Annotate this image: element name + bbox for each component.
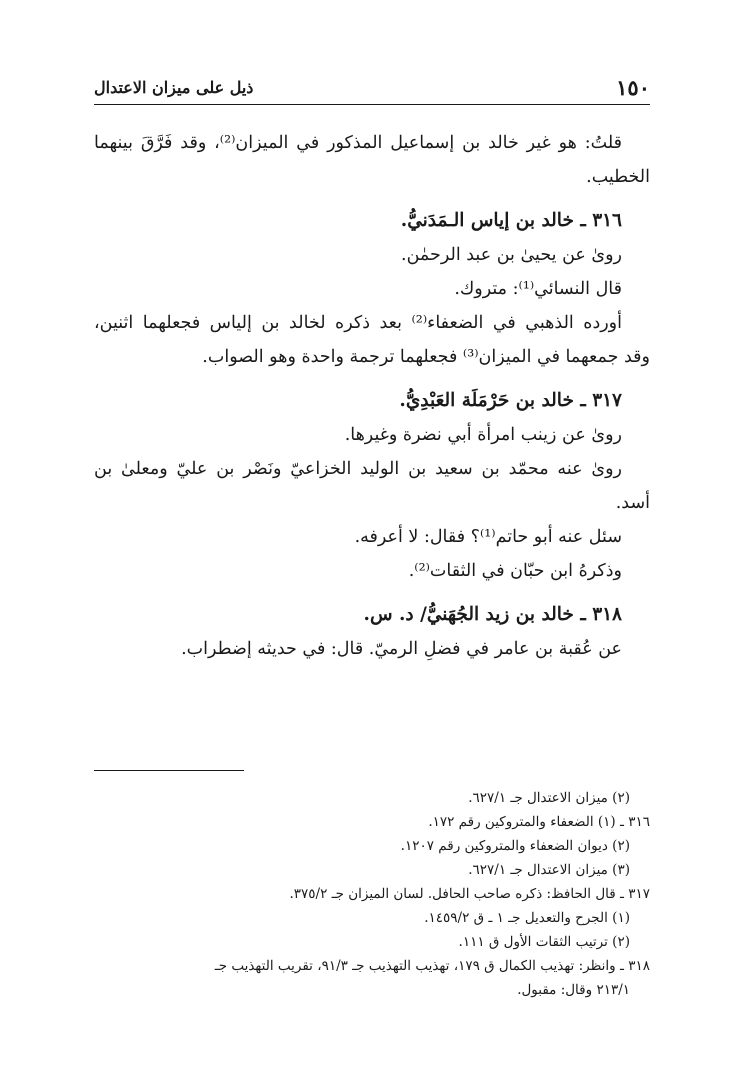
entry-318 <box>94 598 650 666</box>
footnote: (١) الجرح والتعديل جـ ١ ـ ق ١٤٥٩/٢. <box>424 910 630 926</box>
entry-line: قال النسائي⁽¹⁾: متروك. <box>454 279 622 299</box>
page-header <box>94 72 650 102</box>
footnote: ٣١٧ ـ قال الحافظ: ذكره صاحب الحافل. لسان الميزان جـ ٣٧٥/٢. <box>289 886 650 902</box>
footnote: ٢١٣/١ وقال: مقبول. <box>517 982 630 998</box>
intro-line-1: قلتُ: هو غير خالد بن إسماعيل المذكور في الميزان⁽²⁾، وقد فَرَّقَ بينهما <box>94 133 622 153</box>
header-rule <box>94 104 650 105</box>
entry-title: ٣١٧ ـ خالد بن حَرْمَلَة العَبْدِيُّ. <box>399 390 622 411</box>
entry-316 <box>94 204 650 374</box>
entry-paragraph-line: أسد. <box>615 493 650 513</box>
footnote: (٢) ديوان الضعفاء والمتروكين رقم ١٢٠٧. <box>400 838 630 854</box>
footnotes <box>94 786 650 1002</box>
footnote: ٣١٨ ـ وانظر: تهذيب الكمال ق ١٧٩، تهذيب التهذيب جـ ٩١/٣، تقريب التهذيب جـ <box>214 958 650 974</box>
footnote: ٣١٦ ـ (١) الضعفاء والمتروكين رقم ١٧٢. <box>428 814 650 830</box>
entry-line: عن عُقبة بن عامر في فضلِ الرميّ. قال: في حديثه إضطراب. <box>181 639 622 659</box>
entry-title: ٣١٨ ـ خالد بن زيد الجُهَنيُّ/ د. س. <box>363 604 622 625</box>
entry-317 <box>94 384 650 588</box>
page-number: ١٥٠ <box>616 74 650 100</box>
main-text <box>94 126 650 666</box>
running-title: ذيل على ميزان الاعتدال <box>94 77 254 97</box>
entry-paragraph-line: روىٰ عنه محمّد بن سعيد بن الوليد الخزاعيّ ونَصْر بن عليّ ومعلىٰ بن <box>94 459 622 479</box>
entry-paragraph-line: وقد جمعهما في الميزان⁽³⁾ فجعلهما ترجمة واحدة وهو الصواب. <box>202 347 650 367</box>
footnote: (٢) ميزان الاعتدال جـ ٦٢٧/١. <box>468 790 630 806</box>
footnote: (٣) ميزان الاعتدال جـ ٦٢٧/١. <box>468 862 630 878</box>
entry-line: روىٰ عن يحيىٰ بن عبد الرحمٰن. <box>401 245 622 265</box>
entry-line: روىٰ عن زينب امرأة أبي نضرة وغيرها. <box>344 425 622 445</box>
footnote: (٢) ترتيب الثقات الأول ق ١١١. <box>458 934 630 950</box>
entry-line: سئل عنه أبو حاتم⁽¹⁾؟ فقال: لا أعرفه. <box>354 527 622 547</box>
entry-paragraph-line: أورده الذهبي في الضعفاء⁽²⁾ بعد ذكره لخالد بن إلياس فجعلهما اثنين، <box>94 313 622 333</box>
entry-title: ٣١٦ ـ خالد بن إياس الـمَدَنيُّ. <box>400 210 622 231</box>
footnote-rule <box>94 770 244 771</box>
intro-line-2: الخطيب. <box>586 167 650 187</box>
entry-line: وذكرهُ ابن حبّان في الثقات⁽²⁾. <box>408 561 622 581</box>
